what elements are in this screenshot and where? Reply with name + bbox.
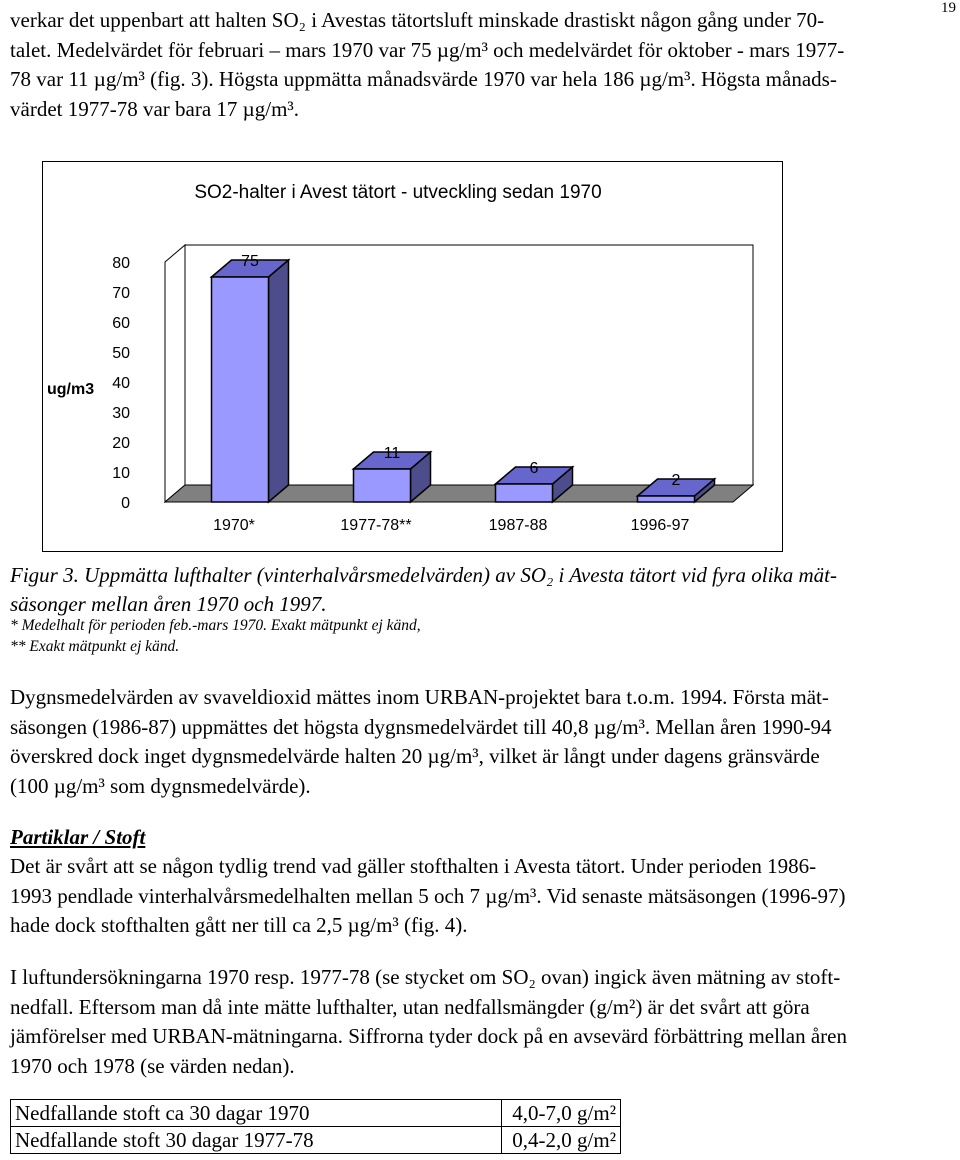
intro-line: värdet 1977-78 var bara 17 µg/m³. bbox=[10, 96, 299, 121]
table-cell-value: 4,0-7,0 g/m² bbox=[502, 1100, 621, 1127]
so2-chart bbox=[42, 161, 783, 552]
daily-line: Dygnsmedelvärden av svaveldioxid mättes inom URBAN-projektet bara t.o.m. 1994. Första mät- bbox=[10, 685, 829, 709]
caption-note: ** Exakt mätpunkt ej känd. bbox=[10, 638, 180, 655]
x-tick-label: 1987-88 bbox=[488, 517, 548, 534]
intro-line: talet. Medelvärdet för februari – mars 1970 var 75 µg/m³ och medelvärdet för oktober - mars 1977- bbox=[10, 37, 845, 62]
fallout-line: nedfall. Eftersom man då inte mätte lufthalter, utan nedfallsmängder (g/m²) är det svårt att göra bbox=[10, 994, 810, 1019]
daily-line: överskred dock inget dygnsmedelvärde halten 20 µg/m³, vilket är långt under dagens gränsvärde bbox=[10, 744, 820, 768]
table-cell-label: Nedfallande stoft ca 30 dagar 1970 bbox=[11, 1100, 502, 1127]
y-tick-label: 70 bbox=[112, 285, 130, 302]
caption-note: * Medelhalt för perioden feb.-mars 1970. Exakt mätpunkt ej känd, bbox=[10, 617, 421, 634]
y-tick-label: 20 bbox=[112, 435, 130, 452]
y-axis-label: ug/m3 bbox=[47, 381, 95, 398]
particles-line: Det är svårt att se någon tydlig trend vad gäller stofthalten i Avesta tätort. Under perioden 1986- bbox=[10, 854, 817, 878]
particles-line: hade dock stofthalten gått ner till ca 2,5 µg/m³ (fig. 4). bbox=[10, 913, 468, 937]
chart-title: SO2-halter i Avest tätort - utveckling sedan 1970 bbox=[194, 182, 602, 203]
table-cell-label: Nedfallande stoft 30 dagar 1977-78 bbox=[11, 1127, 502, 1154]
bar bbox=[212, 277, 269, 502]
y-tick-label: 50 bbox=[112, 345, 130, 362]
bar-side bbox=[269, 260, 289, 502]
data-label: 2 bbox=[671, 472, 681, 489]
chart-svg bbox=[43, 162, 782, 551]
fallout-paragraph bbox=[10, 963, 955, 1081]
table-row bbox=[11, 1100, 621, 1127]
y-tick-label: 80 bbox=[112, 255, 130, 272]
y-tick-label: 10 bbox=[112, 465, 130, 482]
fallout-line: 1970 och 1978 (se värden nedan). bbox=[10, 1053, 295, 1078]
intro-line: 78 var 11 µg/m³ (fig. 3). Högsta uppmätta månadsvärde 1970 var hela 186 µg/m³. Högsta månads- bbox=[10, 67, 837, 91]
caption-line: säsonger mellan åren 1970 och 1997. bbox=[10, 592, 327, 616]
data-label: 11 bbox=[383, 445, 401, 462]
fallout-line: jämförelser med URBAN-mätningarna. Siffrorna tyder dock på en avsevärd förbättring mellan åren bbox=[10, 1024, 847, 1048]
bar bbox=[638, 496, 695, 502]
chart-side-wall bbox=[165, 245, 185, 502]
x-tick-label: 1970* bbox=[213, 517, 255, 534]
page-number: 19 bbox=[941, 0, 956, 16]
table-cell-value: 0,4-2,0 g/m² bbox=[502, 1127, 621, 1154]
caption-line: Figur 3. Uppmätta lufthalter (vinterhalvårsmedelvärden) av SO₂ i Avesta tätort vid fyra olika mät- bbox=[10, 563, 837, 587]
particles-line: 1993 pendlade vinterhalvårsmedelhalten mellan 5 och 7 µg/m³. Vid senaste mätsäsongen (1996-97) bbox=[10, 883, 846, 908]
section-heading: Partiklar / Stoft bbox=[10, 825, 146, 849]
bar bbox=[496, 484, 553, 502]
y-tick-label: 0 bbox=[121, 495, 130, 512]
y-tick-label: 30 bbox=[112, 405, 130, 422]
daily-line: (100 µg/m³ som dygnsmedelvärde). bbox=[10, 773, 311, 798]
figure-caption bbox=[10, 561, 955, 619]
x-tick-label: 1977-78** bbox=[340, 517, 412, 534]
fallout-line: I luftundersökningarna 1970 resp. 1977-78 (se stycket om SO₂ ovan) ingick även mätning av stoft- bbox=[10, 965, 841, 989]
daily-line: säsongen (1986-87) uppmättes det högsta dygnsmedelvärdet till 40,8 µg/m³. Mellan åren 1990-94 bbox=[10, 714, 832, 739]
intro-line: verkar det uppenbart att halten SO₂ i Avestas tätortsluft minskade drastiskt någon gång under 70- bbox=[10, 8, 825, 32]
daily-paragraph bbox=[10, 683, 955, 801]
data-label: 75 bbox=[241, 253, 259, 270]
intro-paragraph bbox=[10, 6, 955, 124]
particles-paragraph bbox=[10, 852, 955, 941]
y-tick-label: 40 bbox=[112, 375, 130, 392]
bar bbox=[354, 469, 411, 502]
table-row bbox=[11, 1127, 621, 1154]
data-label: 6 bbox=[529, 460, 539, 477]
x-tick-label: 1996-97 bbox=[630, 517, 690, 534]
y-tick-label: 60 bbox=[112, 315, 130, 332]
deposition-table bbox=[10, 1099, 621, 1154]
